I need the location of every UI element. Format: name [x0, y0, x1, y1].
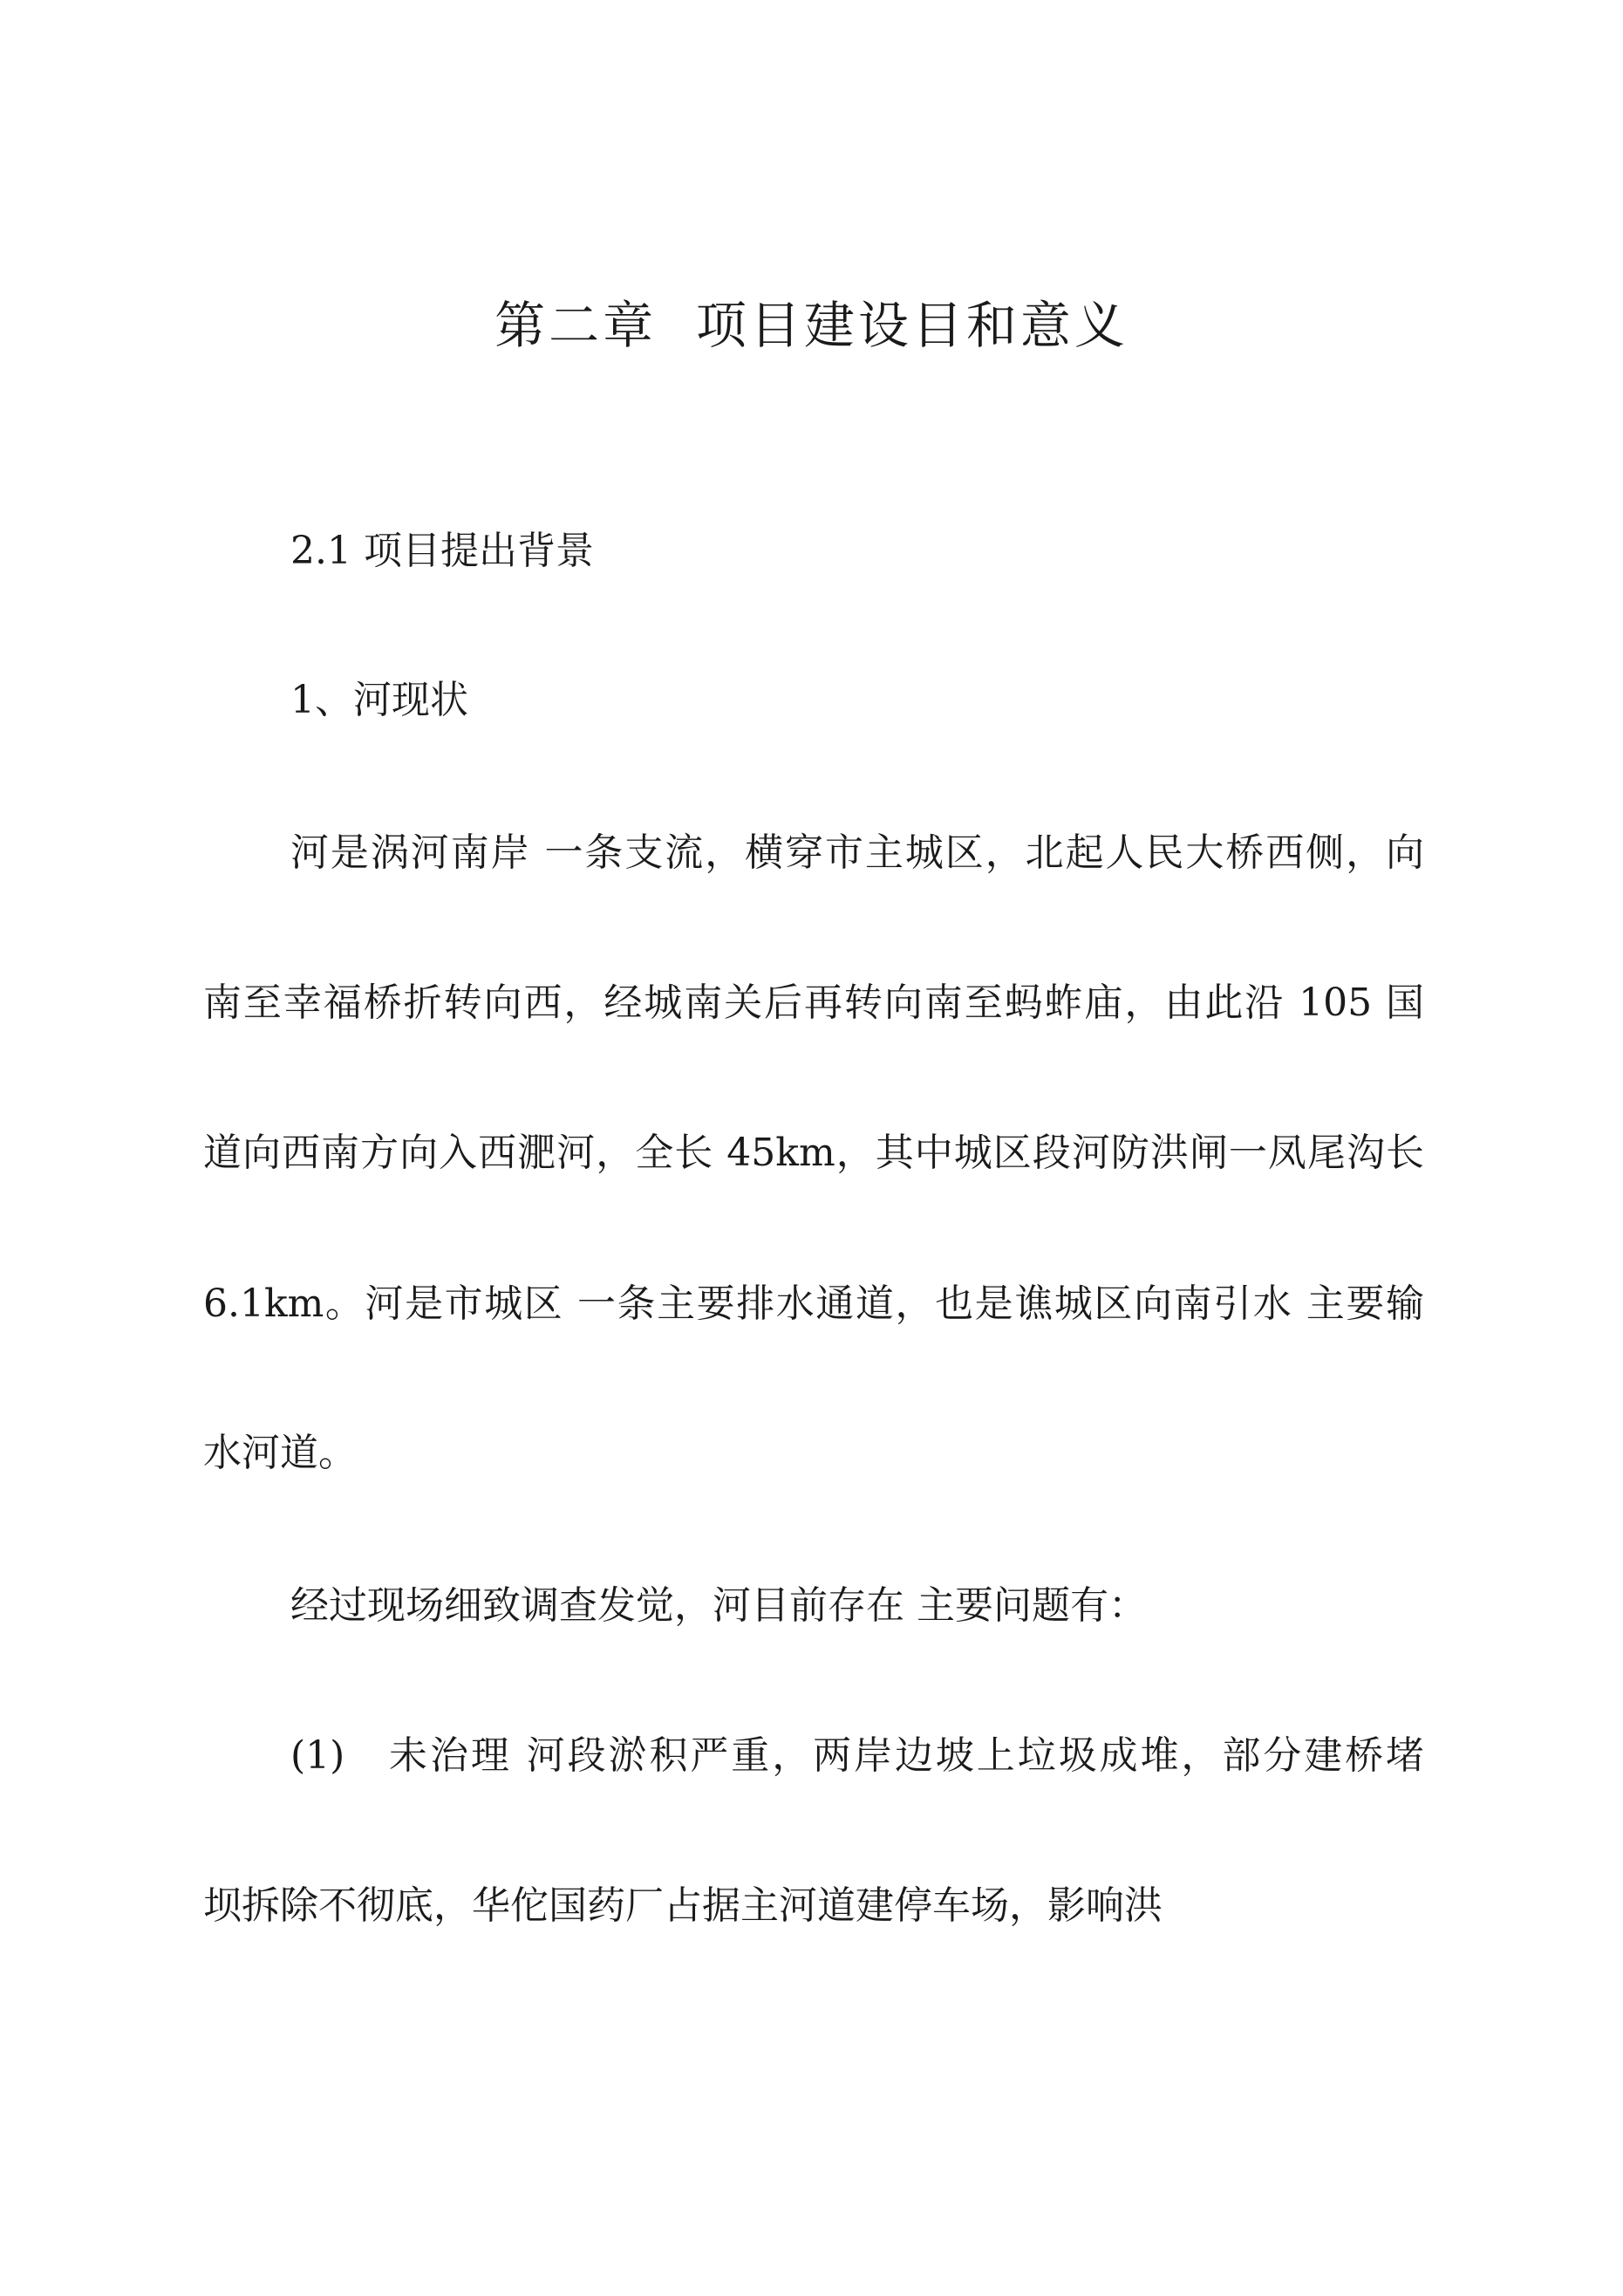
list-item-line: (1) 未治理 河段淤积严重，两岸边坡上垃圾成堆，部分建桥堵	[290, 1733, 1424, 1778]
subsection-heading: 1、河现状	[290, 678, 468, 722]
paragraph-line: 6.1km。河是市城区 一条主要排水通道，也是谯城区向南引水 主要输	[203, 1281, 1424, 1326]
paragraph-text: 经过现场细致调查发觉，河目前存在 主要问题有：	[290, 1583, 1147, 1628]
section-heading: 2.1 项目提出背景	[290, 529, 594, 573]
paragraph-line: 道向西南方向入西淝河，全长 45km，其中城区段河防洪闸一凤尾沟长	[203, 1131, 1424, 1175]
paragraph-line: 河是涡河南岸 一条支流，横穿市主城区，北起人民大桥西侧，向	[290, 830, 1424, 875]
paragraph-line: 水河道。	[203, 1431, 357, 1475]
paragraph-line: 南至幸福桥折转向西，经城南关后再转向南至蚂蚱庙，由此沿 105 国	[203, 981, 1424, 1025]
list-item-line: 坝拆除不彻底，华佗国药厂占据主河道建停车场，影响洪	[203, 1883, 1163, 1928]
chapter-title: 第二章 项目建设目和意义	[494, 296, 1129, 355]
